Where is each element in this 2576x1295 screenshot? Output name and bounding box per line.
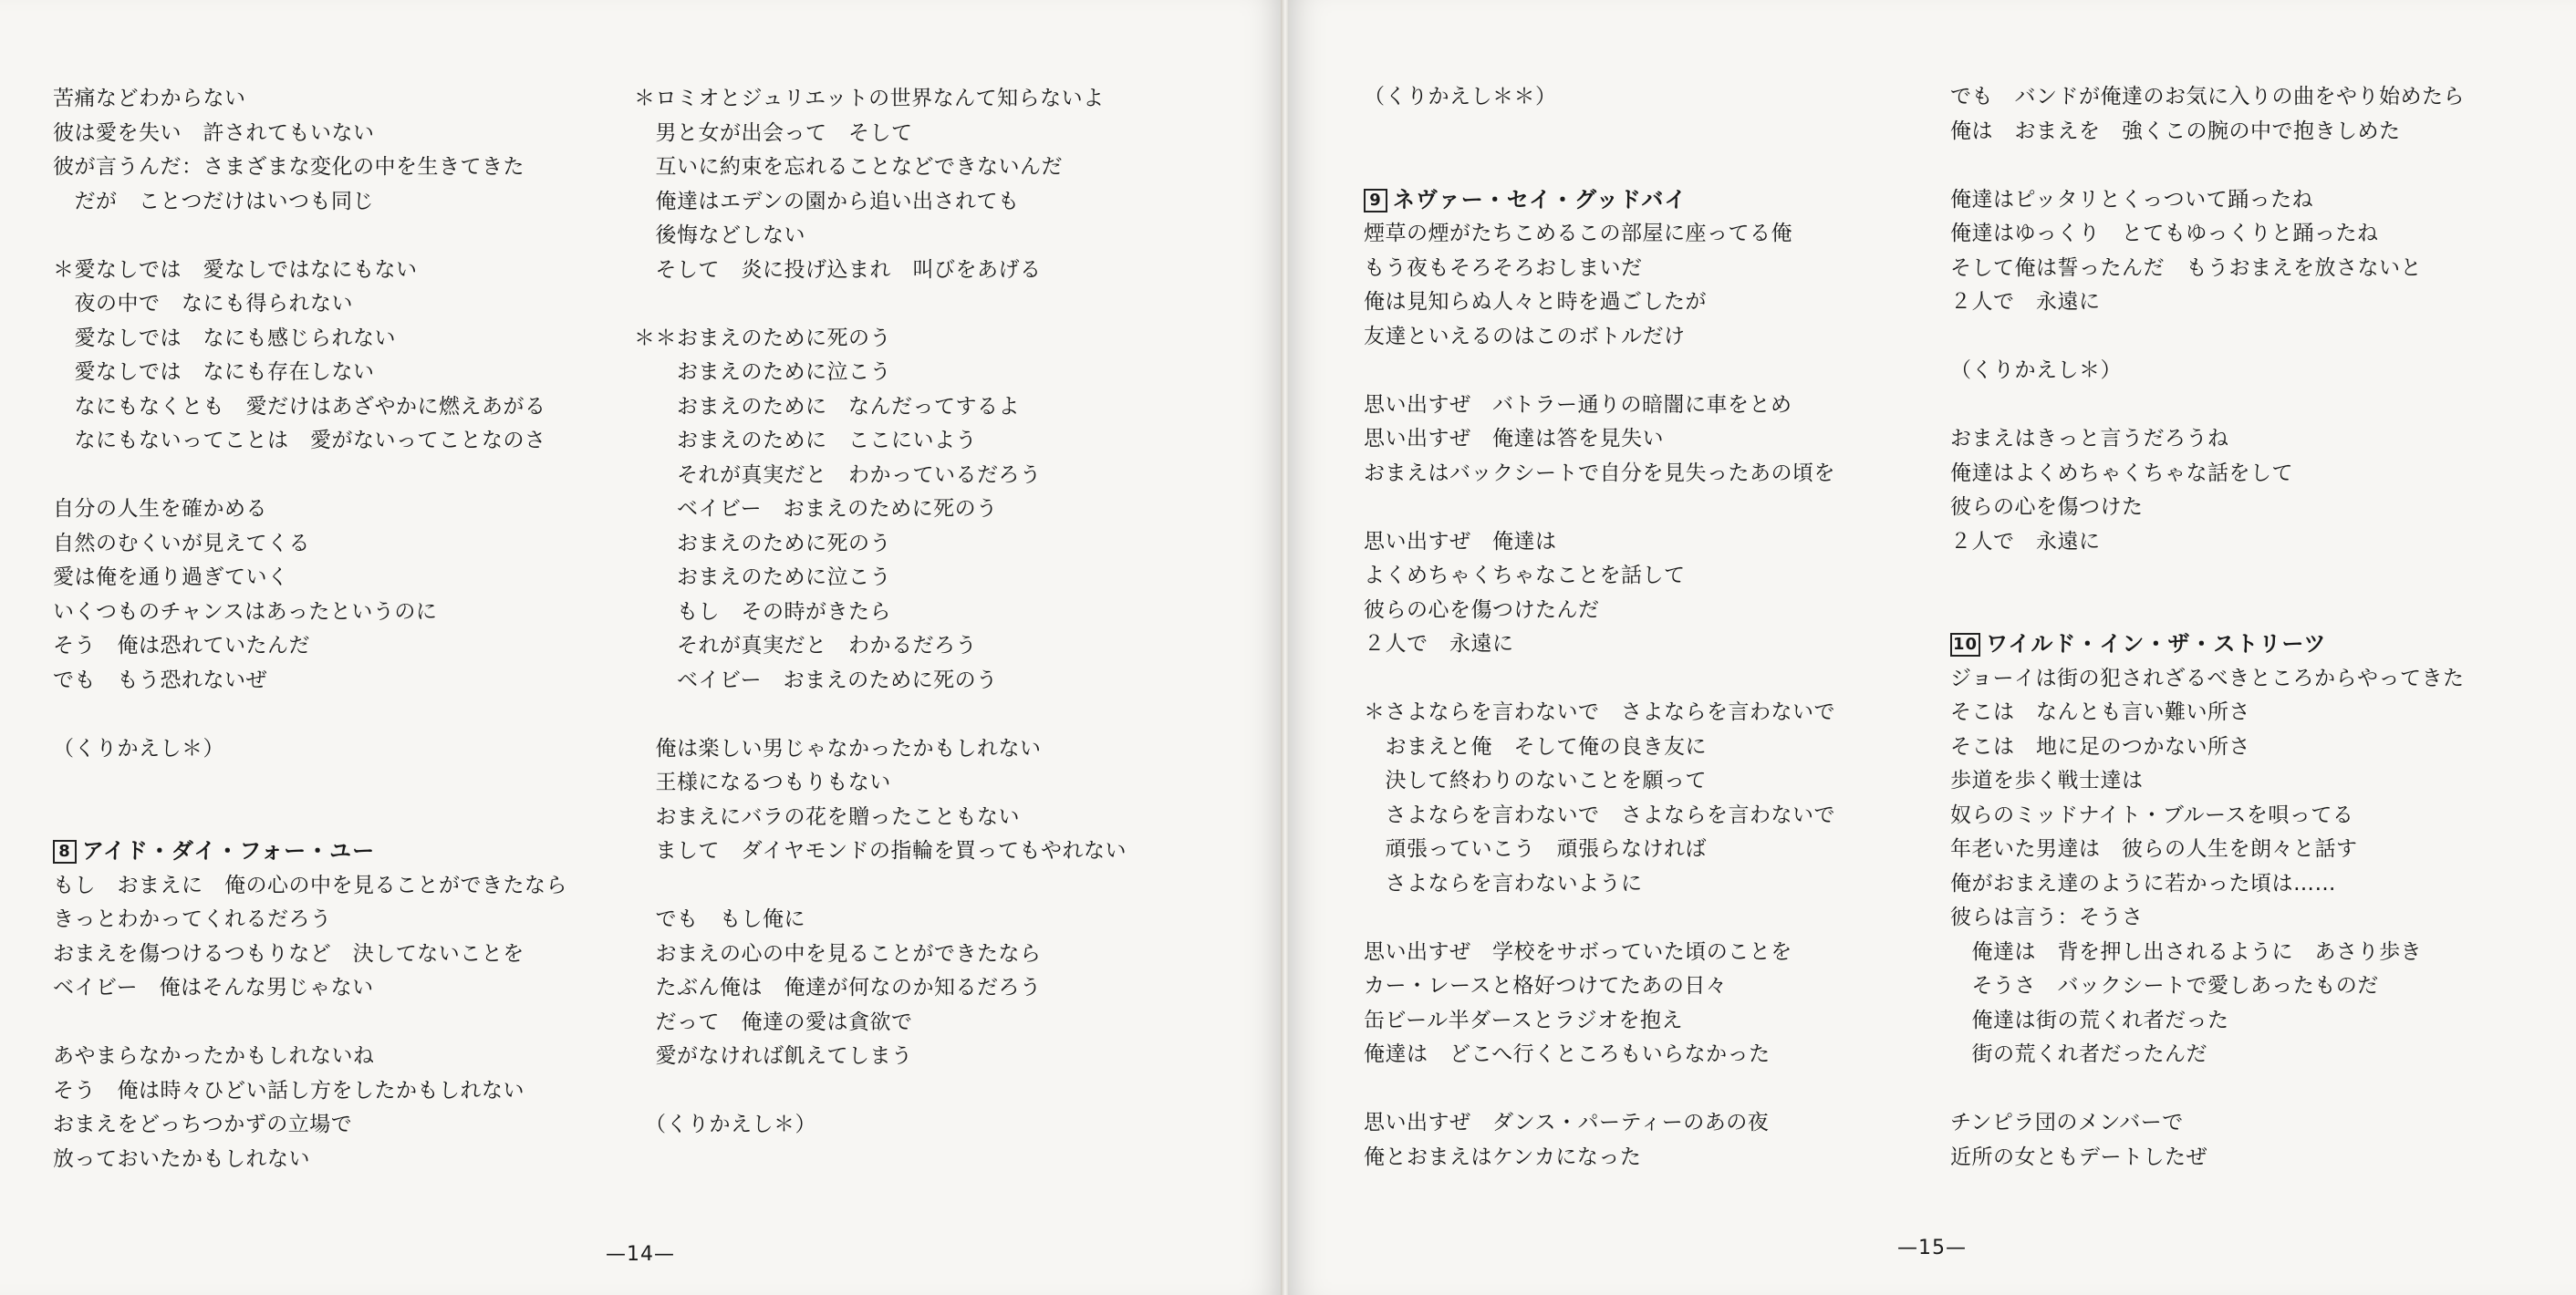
lyric-line: そう 俺は時々ひどい話し方をしたかもしれない [53, 1078, 525, 1103]
blank-line [1364, 354, 1835, 388]
lyric-line: おまえと俺 そして俺の良き友に [1364, 734, 1707, 759]
lyric-line: 俺は楽しい男じゃなかったかもしれない [634, 736, 1042, 761]
blank-line [634, 869, 1127, 904]
blank-line [53, 459, 567, 493]
lyric-line: おまえのために泣こう [634, 360, 891, 384]
blank-line [53, 1006, 567, 1041]
lyric-line: なにもなくとも 愛だけはあざやかに燃えあがる [53, 394, 546, 419]
lyric-line: 彼が言うんだ：さまざまな変化の中を生きてきた [53, 155, 525, 179]
lyric-line: 思い出すぜ 俺達は [1364, 529, 1557, 554]
lyric-line: 愛がなければ飢えてしまう [634, 1044, 913, 1068]
song-title-9 [1364, 183, 1835, 218]
left-page-column-2 [634, 82, 1127, 1143]
blank-line [1364, 901, 1835, 936]
track-number-box: 8 [53, 840, 77, 864]
lyric-line: 俺達は どこへ行くところもいらなかった [1364, 1042, 1771, 1066]
blank-line [1364, 149, 1835, 183]
lyric-line: ベイビー おまえのために死のう [634, 497, 998, 521]
lyric-line: 俺達はよくめちゃくちゃな話をして [1950, 461, 2293, 485]
lyric-line: さよならを言わないで さよならを言わないで [1364, 803, 1835, 827]
blank-line [1364, 662, 1835, 697]
lyric-line: 俺達は街の荒くれ者だった [1950, 1008, 2229, 1032]
lyric-line: カー・レースと格好つけてたあの日々 [1364, 974, 1728, 998]
lyric-line: 彼らの心を傷つけたんだ [1364, 597, 1600, 622]
lyric-line: 愛なしでは なにも存在しない [53, 360, 375, 384]
lyric-line: おまえはきっと言うだろうね [1950, 427, 2229, 451]
lyric-line: もう夜もそろそろおしまいだ [1364, 255, 1643, 280]
lyric-line: 頑張っていこう 頑張らなければ [1364, 837, 1707, 861]
lyric-line: 近所の女ともデートしたぜ [1950, 1145, 2207, 1169]
lyric-line: 自分の人生を確かめる [53, 497, 267, 521]
lyric-line: 街の荒くれ者だったんだ [1950, 1042, 2207, 1066]
lyric-line: おまえのために ここにいよう [634, 429, 977, 452]
right-page-column-2 [1950, 80, 2465, 1175]
lyric-line: さよならを言わないように [1364, 871, 1643, 896]
lyric-line: あやまらなかったかもしれないね [53, 1044, 375, 1068]
lyric-line: そう 俺は恐れていたんだ [53, 634, 310, 658]
lyric-line: 思い出すぜ 俺達は答を見失い [1364, 427, 1664, 451]
lyric-line: 放っておいたかもしれない [53, 1146, 310, 1171]
blank-line [1950, 1072, 2465, 1107]
left-page-column-1 [53, 82, 567, 1176]
lyric-line: 俺は見知らぬ人々と時を過ごしたが [1364, 290, 1707, 314]
blank-line [1950, 149, 2465, 183]
lyric-line: （くりかえし＊） [634, 1113, 816, 1136]
lyric-line: 俺達は 背を押し出されるように あさり歩き [1950, 939, 2422, 964]
blank-line [1364, 115, 1835, 150]
blank-line [53, 219, 567, 254]
lyric-line: 苦痛などわからない [53, 87, 246, 110]
blank-line [1950, 320, 2465, 355]
lyric-line: きっとわかってくれるだろう [53, 907, 332, 931]
lyric-line: 彼らの心を傷つけた [1950, 495, 2144, 519]
lyric-line: 自然のむくいが見えてくる [53, 531, 310, 555]
lyric-line: もし その時がきたら [634, 599, 891, 624]
blank-line [1364, 491, 1835, 525]
song-title-8 [53, 834, 567, 869]
lyric-line: 王様になるつもりもない [634, 771, 891, 794]
lyric-line: （くりかえし＊） [53, 736, 224, 761]
blank-line [634, 287, 1127, 322]
lyric-line: 決して終わりのないことを願って [1364, 769, 1707, 793]
blank-line [53, 766, 567, 801]
lyric-line: おまえのために泣こう [634, 565, 891, 589]
song-title-text: ネヴァー・セイ・グッドバイ [1393, 186, 1688, 212]
lyric-line: 彼らは言う：そうさ [1950, 906, 2144, 929]
lyric-line: 思い出すぜ バトラー通りの暗闇に車をとめ [1364, 392, 1792, 417]
blank-line [1950, 388, 2465, 423]
lyric-line: だって 俺達の愛は貪欲で [634, 1010, 913, 1034]
lyric-line: 歩道を歩く戦士達は [1950, 769, 2144, 793]
blank-line [634, 1074, 1127, 1109]
lyric-line: たぶん俺は 俺達が何なのか知るだろう [634, 976, 1042, 1000]
lyric-line: ジョーイは街の犯されざるべきところからやってきた [1950, 666, 2465, 690]
lyric-line: 奴らのミッドナイト・ブルースを唄ってる [1950, 803, 2354, 827]
lyric-line: でも もう恐れないぜ [53, 668, 267, 692]
lyric-line: そして俺は誓ったんだ もうおまえを放さないと [1950, 255, 2422, 280]
lyric-line: 友達といえるのはこのボトルだけ [1364, 324, 1686, 348]
lyric-line: チンピラ団のメンバーで [1950, 1111, 2184, 1134]
lyric-line: おまえの心の中を見ることができたなら [634, 941, 1042, 966]
track-number-box: 10 [1950, 633, 1980, 657]
lyric-line: 夜の中で なにも得られない [53, 292, 353, 316]
lyric-line: 俺達はエデンの園から追い出されても [634, 189, 1020, 213]
lyric-line: おまえのために死のう [634, 531, 891, 555]
lyric-line: そこは なんとも言い難い所さ [1950, 700, 2250, 724]
lyric-line: ２人で 永遠に [1950, 290, 2101, 314]
lyric-line: そうさ バックシートで愛しあったものだ [1950, 974, 2379, 998]
lyric-line: だが ことつだけはいつも同じ [53, 189, 375, 213]
lyric-line: 思い出すぜ 学校をサボっていた頃のことを [1364, 939, 1792, 964]
lyric-line: ベイビー おまえのために死のう [634, 668, 998, 692]
song-title-text: ワイルド・イン・ザ・ストリーツ [1986, 631, 2327, 657]
lyric-line: 俺は おまえを 強くこの腕の中で抱きしめた [1950, 119, 2401, 143]
lyric-line: 互いに約束を忘れることなどできないんだ [634, 155, 1063, 179]
lyric-line: 俺がおまえ達のように若かった頃は…… [1950, 871, 2336, 896]
blank-line [1950, 594, 2465, 628]
lyric-line: （くりかえし＊） [1950, 358, 2122, 382]
lyric-line: それが真実だと わかっているだろう [634, 462, 1042, 487]
right-page [1288, 0, 2576, 1295]
lyric-line: そこは 地に足のつかない所さ [1950, 734, 2250, 759]
track-number-box: 9 [1364, 189, 1387, 212]
lyric-line: ＊ロミオとジュリエットの世界なんて知らないよ [634, 87, 1105, 110]
blank-line [1950, 559, 2465, 594]
lyric-line: でも もし俺に [634, 907, 805, 931]
lyric-line: 愛は俺を通り過ぎていく [53, 565, 289, 589]
lyric-line: 愛なしでは なにも感じられない [53, 326, 396, 350]
lyric-line: 缶ビール半ダースとラジオを抱え [1364, 1008, 1683, 1032]
lyric-line: 後悔などしない [634, 223, 805, 247]
lyric-line: おまえのために なんだってするよ [634, 394, 1020, 419]
left-page [0, 0, 1283, 1295]
song-title-text: アイド・ダイ・フォー・ユー [82, 838, 376, 864]
blank-line [53, 698, 567, 732]
lyric-line: 年老いた男達は 彼らの人生を朗々と話す [1950, 837, 2358, 861]
lyric-line: 俺達はピッタリとくっついて踊ったね [1950, 187, 2314, 212]
lyric-line: もし おまえに 俺の心の中を見ることができたなら [53, 873, 567, 897]
page-number-15: —15— [1897, 1237, 1967, 1259]
lyric-line: ＊さよならを言わないで さよならを言わないで [1364, 700, 1835, 724]
lyric-line: ２人で 永遠に [1950, 529, 2101, 554]
song-title-10 [1950, 627, 2465, 662]
lyric-line: （くりかえし＊＊） [1364, 85, 1557, 109]
lyric-line: ＊愛なしでは 愛なしではなにもない [53, 257, 418, 282]
lyric-line: ２人で 永遠に [1364, 632, 1514, 656]
lyric-line: ＊＊おまえのために死のう [634, 326, 891, 350]
lyric-line: まして ダイヤモンドの指輪を買ってもやれない [634, 839, 1127, 863]
lyric-line: そして 炎に投げ込まれ 叫びをあげる [634, 257, 1042, 282]
lyric-line: 俺達はゆっくり とてもゆっくりと踊ったね [1950, 222, 2379, 245]
lyric-line: よくめちゃくちゃなことを話して [1364, 564, 1686, 587]
right-page-column-1 [1364, 80, 1835, 1175]
blank-line [53, 801, 567, 835]
lyric-line: 俺とおまえはケンカになった [1364, 1145, 1642, 1169]
lyric-line: 思い出すぜ ダンス・パーティーのあの夜 [1364, 1111, 1770, 1134]
lyric-line: なにもないってことは 愛がないってことなのさ [53, 429, 546, 452]
page-number-14: —14— [606, 1243, 675, 1266]
lyric-line: いくつものチャンスはあったというのに [53, 599, 438, 624]
blank-line [1364, 1072, 1835, 1107]
lyric-line: おまえはバックシートで自分を見失ったあの頃を [1364, 461, 1835, 485]
lyric-line: 男と女が出会って そして [634, 120, 913, 145]
lyric-line: でも バンドが俺達のお気に入りの曲をやり始めたら [1950, 85, 2465, 109]
lyric-line: おまえをどっちつかずの立場で [53, 1113, 353, 1136]
lyric-line: おまえにバラの花を贈ったこともない [634, 804, 1020, 829]
lyric-line: ベイビー 俺はそんな男じゃない [53, 976, 374, 1000]
lyric-line: それが真実だと わかるだろう [634, 634, 977, 658]
lyric-line: おまえを傷つけるつもりなど 決してないことを [53, 941, 525, 966]
blank-line [634, 698, 1127, 732]
lyric-line: 彼は愛を失い 許されてもいない [53, 120, 375, 145]
lyric-line: 煙草の煙がたちこめるこの部屋に座ってる俺 [1364, 222, 1792, 245]
